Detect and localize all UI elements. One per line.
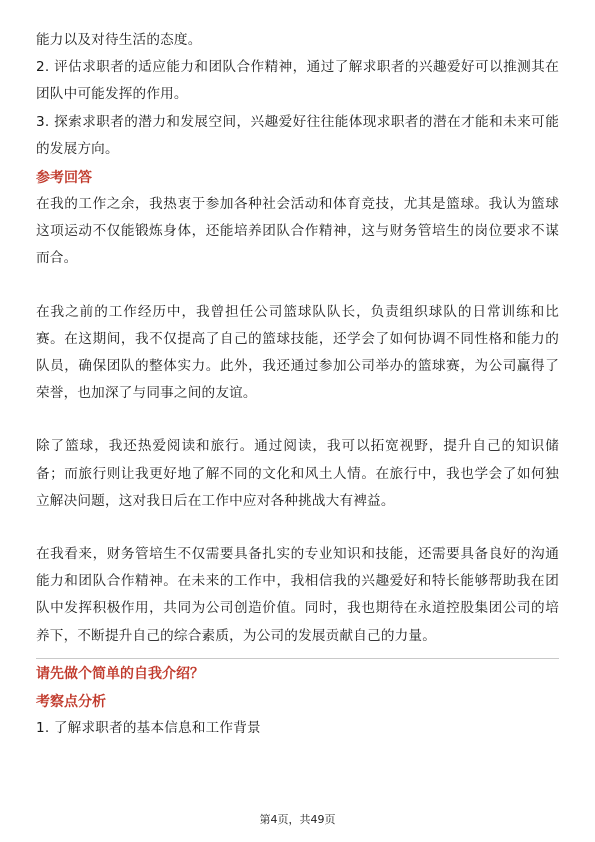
paragraph-spacer (36, 515, 559, 541)
analysis-item-1: 1. 了解求职者的基本信息和工作背景 (36, 719, 261, 736)
intro-line-3: 3. 探索求职者的潜力和发展空间，兴趣爱好往往能体现求职者的潜在才能和未来可能的发展方向。 (36, 113, 559, 157)
page-footer: 第4页，共49页 (259, 813, 336, 826)
page-content (36, 27, 559, 742)
intro-line-2: 2. 评估求职者的适应能力和团队合作精神，通过了解求职者的兴趣爱好可以推测其在团队中可能发挥的作用。 (36, 59, 559, 103)
section-divider (36, 658, 559, 659)
intro-line-1: 能力以及对待生活的态度。 (36, 32, 202, 48)
answer-paragraph-3: 除了篮球，我还热爱阅读和旅行。通过阅读，我可以拓宽视野，提升自己的知识储备；而旅行则让我更好地了解不同的文化和风土人情。在旅行中，我也学会了如何独立解决问题，这对我日后在工作中应对各种挑战大有裨益。 (36, 438, 559, 509)
next-question-title: 请先做个简单的自我介绍？ (36, 665, 204, 682)
answer-paragraph-2: 在我之前的工作经历中，我曾担任公司篮球队队长，负责组织球队的日常训练和比赛。在这期间，我不仅提高了自己的篮球技能，还学会了如何协调不同性格和能力的队员，确保团队的整体实力。此外，我还通过参加公司举办的篮球赛，为公司赢得了荣誉，也加深了与同事之间的友谊。 (36, 303, 559, 402)
paragraph-spacer (36, 273, 559, 299)
paragraph-spacer (36, 407, 559, 433)
analysis-heading: 考察点分析 (36, 693, 106, 710)
answer-paragraph-1: 在我的工作之余，我热衷于参加各种社会活动和体育竞技，尤其是篮球。我认为篮球这项运动不仅能锻炼身体，还能培养团队合作精神，这与财务管培生的岗位要求不谋而合。 (36, 196, 559, 267)
answer-paragraph-4: 在我看来，财务管培生不仅需要具备扎实的专业知识和技能，还需要具备良好的沟通能力和团队合作精神。在未来的工作中，我相信我的兴趣爱好和特长能够帮助我在团队中发挥积极作用，共同为公司创造价值。同时，我也期待在永道控股集团公司的培养下，不断提升自己的综合素质，为公司的发展贡献自己的力量。 (36, 546, 559, 644)
answer-heading: 参考回答 (36, 170, 92, 187)
